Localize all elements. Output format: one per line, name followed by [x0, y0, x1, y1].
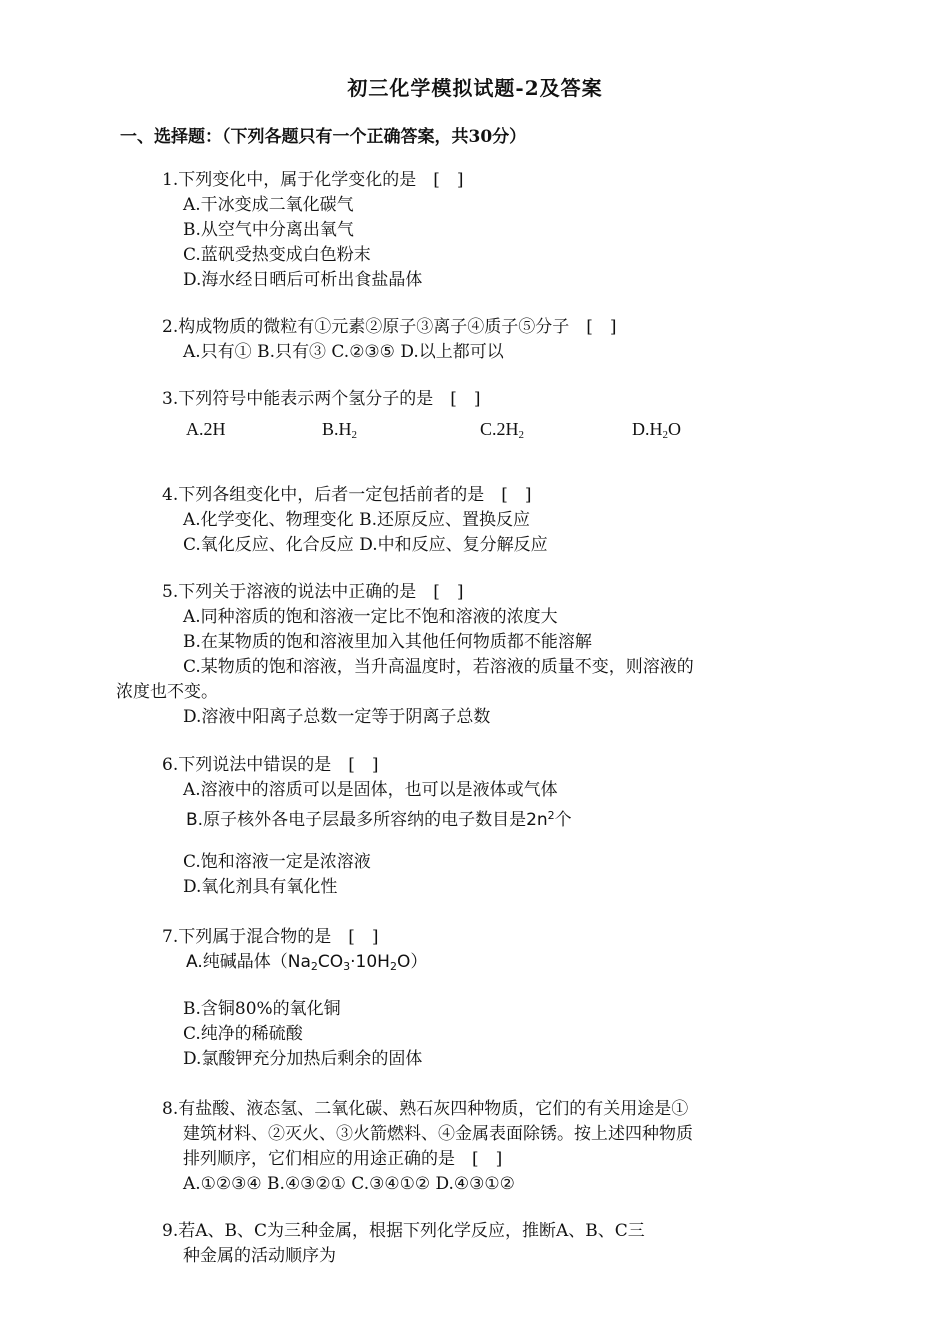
question-stem: 3.下列符号中能表示两个氢分子的是 [ ] [162, 389, 481, 409]
option-a: A.溶液中的溶质可以是固体，也可以是液体或气体 [183, 780, 558, 800]
question-6 [162, 753, 762, 900]
question-stem: 4.下列各组变化中，后者一定包括前者的是 [ ] [162, 485, 532, 505]
options-line: A.只有① B.只有③ C.②③⑤ D.以上都可以 [183, 342, 504, 362]
formula-options [162, 412, 762, 446]
question-stem: 2.构成物质的微粒有①元素②原子③离子④质子⑤分子 [ ] [162, 317, 617, 337]
option-d-text: D.H [632, 419, 663, 439]
question-stem-line-2: 种金属的活动顺序为 [183, 1246, 336, 1266]
option-d: D.氯酸钾充分加热后剩余的固体 [183, 1049, 423, 1069]
option-c: C.蓝矾受热变成白色粉末 [183, 245, 371, 265]
question-stem-line-1: 8.有盐酸、液态氢、二氧化碳、熟石灰四种物质，它们的有关用途是① [162, 1099, 689, 1119]
question-stem: 5.下列关于溶液的说法中正确的是 [ ] [162, 582, 464, 602]
option-d: D.氧化剂具有氧化性 [183, 877, 338, 897]
option-a: A.干冰变成二氧化碳气 [183, 195, 354, 215]
question-8 [162, 1097, 762, 1197]
option-b-text: B.原子核外各电子层最多所容纳的电子数目是2n [186, 810, 548, 830]
subscript: 2 [351, 429, 358, 441]
option-d: D.溶液中阳离子总数一定等于阴离子总数 [183, 707, 491, 727]
document-title: 初三化学模拟试题-2及答案 [347, 76, 603, 100]
option-c [480, 412, 632, 446]
option-a-text: ·10H [350, 952, 390, 972]
option-a-text: CO [317, 952, 344, 972]
question-5 [116, 580, 762, 730]
options-line-1: A.化学变化、物理变化 B.还原反应、置换反应 [183, 510, 530, 530]
subscript: 2 [662, 429, 668, 441]
question-stem-line-3: 排列顺序，它们相应的用途正确的是 [ ] [183, 1149, 503, 1169]
option-a: A.同种溶质的饱和溶液一定比不饱和溶液的浓度大 [183, 607, 558, 627]
option-b: B.在某物质的饱和溶液里加入其他任何物质都不能溶解 [183, 632, 592, 652]
question-9 [162, 1219, 762, 1269]
options-line-2: C.氧化反应、化合反应 D.中和反应、复分解反应 [183, 535, 548, 555]
subscript: 2 [518, 429, 525, 441]
option-b [162, 803, 762, 828]
option-d: D.海水经日晒后可析出食盐晶体 [183, 270, 423, 290]
option-c: C.某物质的饱和溶液，当升高温度时，若溶液的质量不变，则溶液的 [183, 657, 694, 677]
option-c-continued: 浓度也不变。 [116, 682, 218, 702]
option-b: B.含铜80%的氧化铜 [183, 999, 341, 1019]
question-stem: 6.下列说法中错误的是 [ ] [162, 755, 379, 775]
option-c-text: C.2H [480, 419, 519, 439]
option-d [632, 412, 681, 446]
superscript: 2 [547, 809, 555, 822]
question-stem-line-2: 建筑材料、②灭火、③火箭燃料、④金属表面除锈。按上述四种物质 [183, 1124, 693, 1144]
option-d-text-end: O [668, 419, 681, 439]
question-7 [162, 925, 762, 1072]
option-a-text-end: O） [396, 952, 428, 972]
option-a [162, 950, 762, 975]
option-c: C.纯净的稀硫酸 [183, 1024, 303, 1044]
spacer [162, 975, 762, 997]
subscript: 3 [343, 960, 351, 973]
option-b: B.从空气中分离出氧气 [183, 220, 354, 240]
question-2 [162, 315, 762, 365]
options-line: A.①②③④ B.④③②① C.③④①② D.④③①② [183, 1174, 515, 1194]
option-b-text: B.H [322, 419, 352, 439]
section-heading: 一、选择题：（下列各题只有一个正确答案，共30分） [120, 127, 527, 147]
option-a-text: A.纯碱晶体（Na [186, 952, 311, 972]
subscript: 2 [389, 960, 397, 973]
subscript: 2 [310, 960, 318, 973]
question-stem: 1.下列变化中，属于化学变化的是 [ ] [162, 170, 464, 190]
question-4 [162, 483, 762, 558]
option-b [322, 412, 480, 446]
option-a: A.2H [186, 419, 226, 439]
option-b-text-end: 个 [554, 810, 572, 830]
spacer [162, 828, 762, 850]
question-stem-line-1: 9.若A、B、C为三种金属，根据下列化学反应，推断A、B、C三 [162, 1221, 645, 1241]
question-3 [162, 387, 762, 446]
question-1 [162, 168, 762, 293]
option-c: C.饱和溶液一定是浓溶液 [183, 852, 371, 872]
question-stem: 7.下列属于混合物的是 [ ] [162, 927, 379, 947]
